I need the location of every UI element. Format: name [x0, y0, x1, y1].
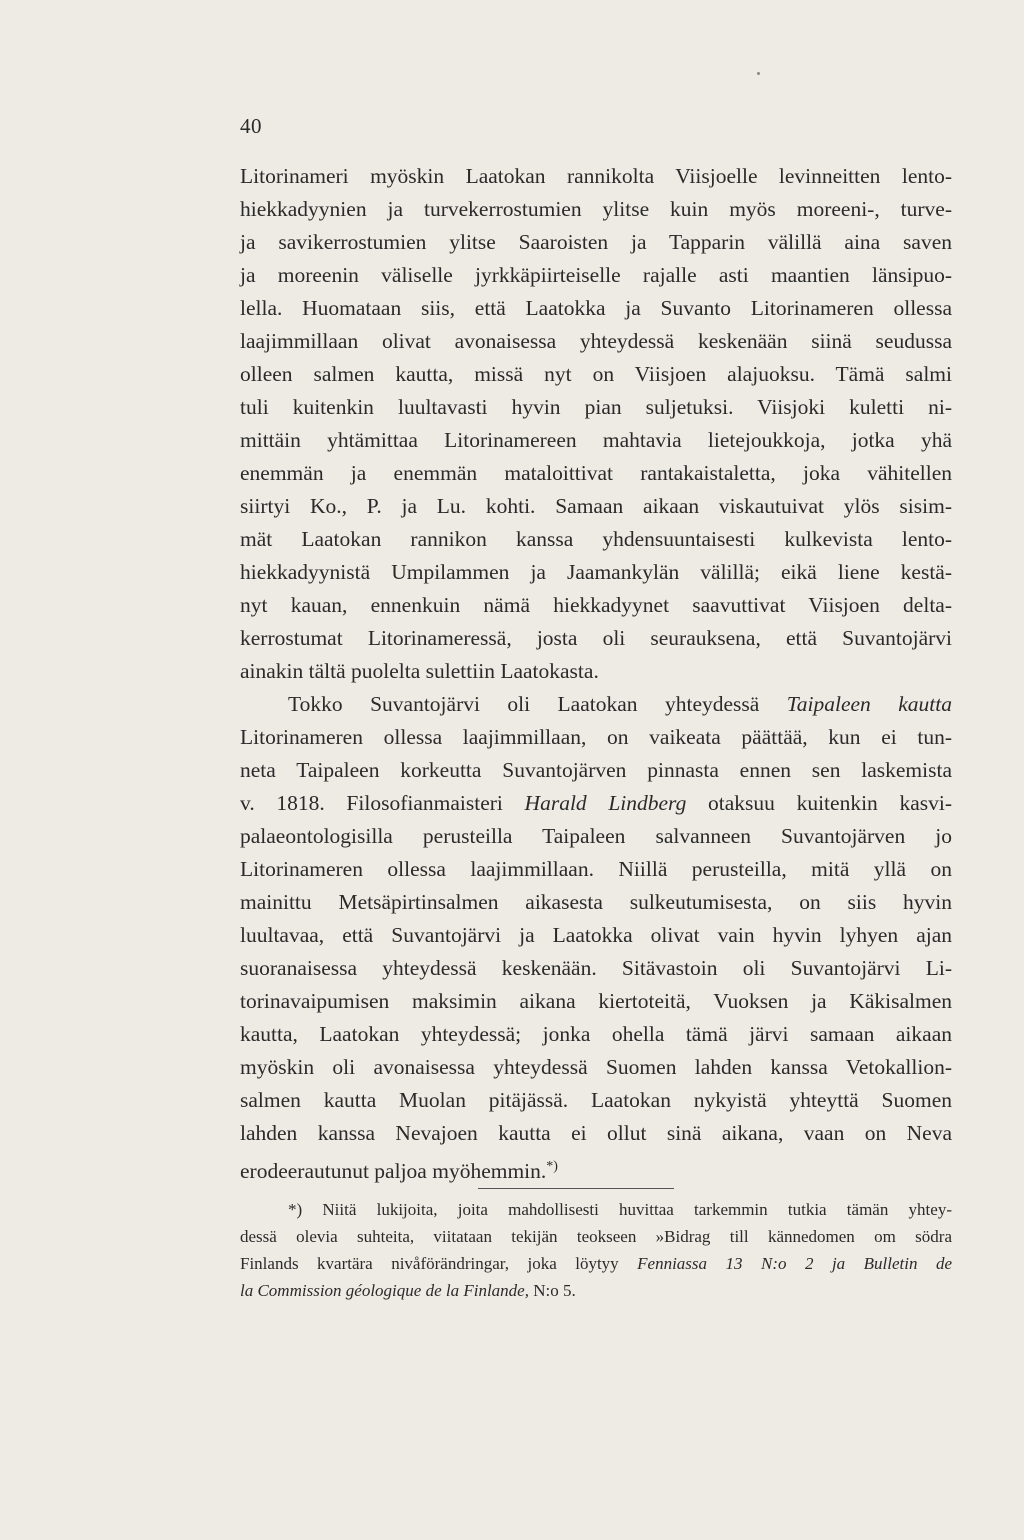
- text-segment: Finlands kvartära nivåförändringar, joka löytyy: [240, 1254, 638, 1273]
- text-line: siirtyi Ko., P. ja Lu. kohti. Samaan aikaan viskautuivat ylös sisim-: [240, 494, 952, 518]
- text-line: ja moreenin väliselle jyrkkäpiirteiselle rajalle asti maantien länsipuo-: [240, 263, 952, 287]
- italic-person-name: Harald Lindberg: [524, 791, 687, 815]
- footnote-line: [240, 1250, 952, 1277]
- text-segment: N:o 5.: [528, 1281, 576, 1300]
- text-line: ainakin tältä puolelta sulettiin Laatokasta.: [240, 659, 599, 683]
- text-line: enemmän ja enemmän mataloittivat rantakaistaletta, joka vähitellen: [240, 461, 952, 485]
- text-line: lella. Huomataan siis, että Laatokka ja Suvanto Litorinameren ollessa: [240, 296, 952, 320]
- text-line: myöskin oli avonaisessa yhteydessä Suomen lahden kanssa Vetokallion-: [240, 1055, 952, 1079]
- italic-place-name: Taipaleen kautta: [786, 692, 952, 716]
- text-line: kautta, Laatokan yhteydessä; jonka ohella tämä järvi samaan aikaan: [240, 1022, 952, 1046]
- text-line: mittäin yhtämittaa Litorinamereen mahtavia lietejoukkoja, jotka yhä: [240, 428, 952, 452]
- text-segment: erodeerautunut paljoa myöhemmin.: [240, 1159, 547, 1184]
- text-line: olleen salmen kautta, missä nyt on Viisjoen alajuoksu. Tämä salmi: [240, 362, 952, 386]
- text-line: nyt kauan, ennenkuin nämä hiekkadyynet saavuttivat Viisjoen delta-: [240, 593, 952, 617]
- text-line: [240, 1150, 952, 1183]
- text-line: mainittu Metsäpirtinsalmen aikasesta sulkeutumisesta, on siis hyvin: [240, 890, 952, 914]
- footnote-divider: [478, 1188, 674, 1189]
- text-line: lahden kanssa Nevajoen kautta ei ollut sinä aikana, vaan on Neva: [240, 1121, 952, 1145]
- text-segment: v. 1818. Filosofianmaisteri: [240, 791, 525, 815]
- footnote-line: [240, 1277, 952, 1304]
- text-line: palaeontologisilla perusteilla Taipaleen salvanneen Suvantojärven jo: [240, 824, 952, 848]
- footnote-line: [240, 1196, 952, 1223]
- italic-citation: Fenniassa 13 N:o 2 ja Bulletin de: [637, 1254, 952, 1273]
- text-line: Litorinameren ollessa laajimmillaan, on vaikeata päättää, kun ei tun-: [240, 725, 952, 749]
- text-line: Litorinameri myöskin Laatokan rannikolta Viisjoelle levinneitten lento-: [240, 164, 952, 188]
- text-line: neta Taipaleen korkeutta Suvantojärven pinnasta ennen sen laskemista: [240, 758, 952, 782]
- text-segment: Niitä lukijoita, joita mahdollisesti huvittaa tarkemmin tutkia tämän yhtey-: [302, 1200, 952, 1219]
- text-line: [240, 688, 952, 721]
- text-line: Litorinameren ollessa laajimmillaan. Niillä perusteilla, mitä yllä on: [240, 857, 952, 881]
- body-text: [240, 160, 952, 1183]
- text-line: kerrostumat Litorinameressä, josta oli seurauksena, että Suvantojärvi: [240, 626, 952, 650]
- text-line: ja savikerrostumien ylitse Saaroisten ja Tapparin välillä aina saven: [240, 230, 952, 254]
- page-number: 40: [240, 114, 262, 138]
- text-line: salmen kautta Muolan pitäjässä. Laatokan nykyistä yhteyttä Suomen: [240, 1088, 952, 1112]
- text-line: [240, 787, 952, 820]
- text-line: laajimmillaan olivat avonaisessa yhteydessä keskenään siinä seudussa: [240, 329, 952, 353]
- text-line: luultavaa, että Suvantojärvi ja Laatokka olivat vain hyvin lyhyen ajan: [240, 923, 952, 947]
- text-line: mät Laatokan rannikon kanssa yhdensuuntaisesti kulkevista lento-: [240, 527, 952, 551]
- italic-citation: la Commission géologique de la Finlande,: [240, 1281, 529, 1300]
- text-line: hiekkadyynien ja turvekerrostumien ylitse kuin myös moreeni-, turve-: [240, 197, 952, 221]
- text-segment: otaksuu kuitenkin kasvi-: [686, 791, 952, 815]
- footnote-marker: *): [288, 1200, 303, 1219]
- text-line: torinavaipumisen maksimin aikana kiertoteitä, Vuoksen ja Käkisalmen: [240, 989, 952, 1013]
- text-line: suoranaisessa yhteydessä keskenään. Sitävastoin oli Suvantojärvi Li-: [240, 956, 952, 980]
- footnote-reference: *): [546, 1159, 558, 1174]
- text-line: hiekkadyynistä Umpilammen ja Jaamankylän välillä; eikä liene kestä-: [240, 560, 952, 584]
- text-line: tuli kuitenkin luultavasti hyvin pian suljetuksi. Viisjoki kuletti ni-: [240, 395, 952, 419]
- footnote: [240, 1196, 952, 1304]
- scan-speck: [757, 72, 760, 75]
- footnote-line: dessä olevia suhteita, viitataan tekijän teokseen »Bidrag till kännedomen om södra: [240, 1227, 952, 1246]
- text-segment: Tokko Suvantojärvi oli Laatokan yhteydessä: [288, 692, 787, 716]
